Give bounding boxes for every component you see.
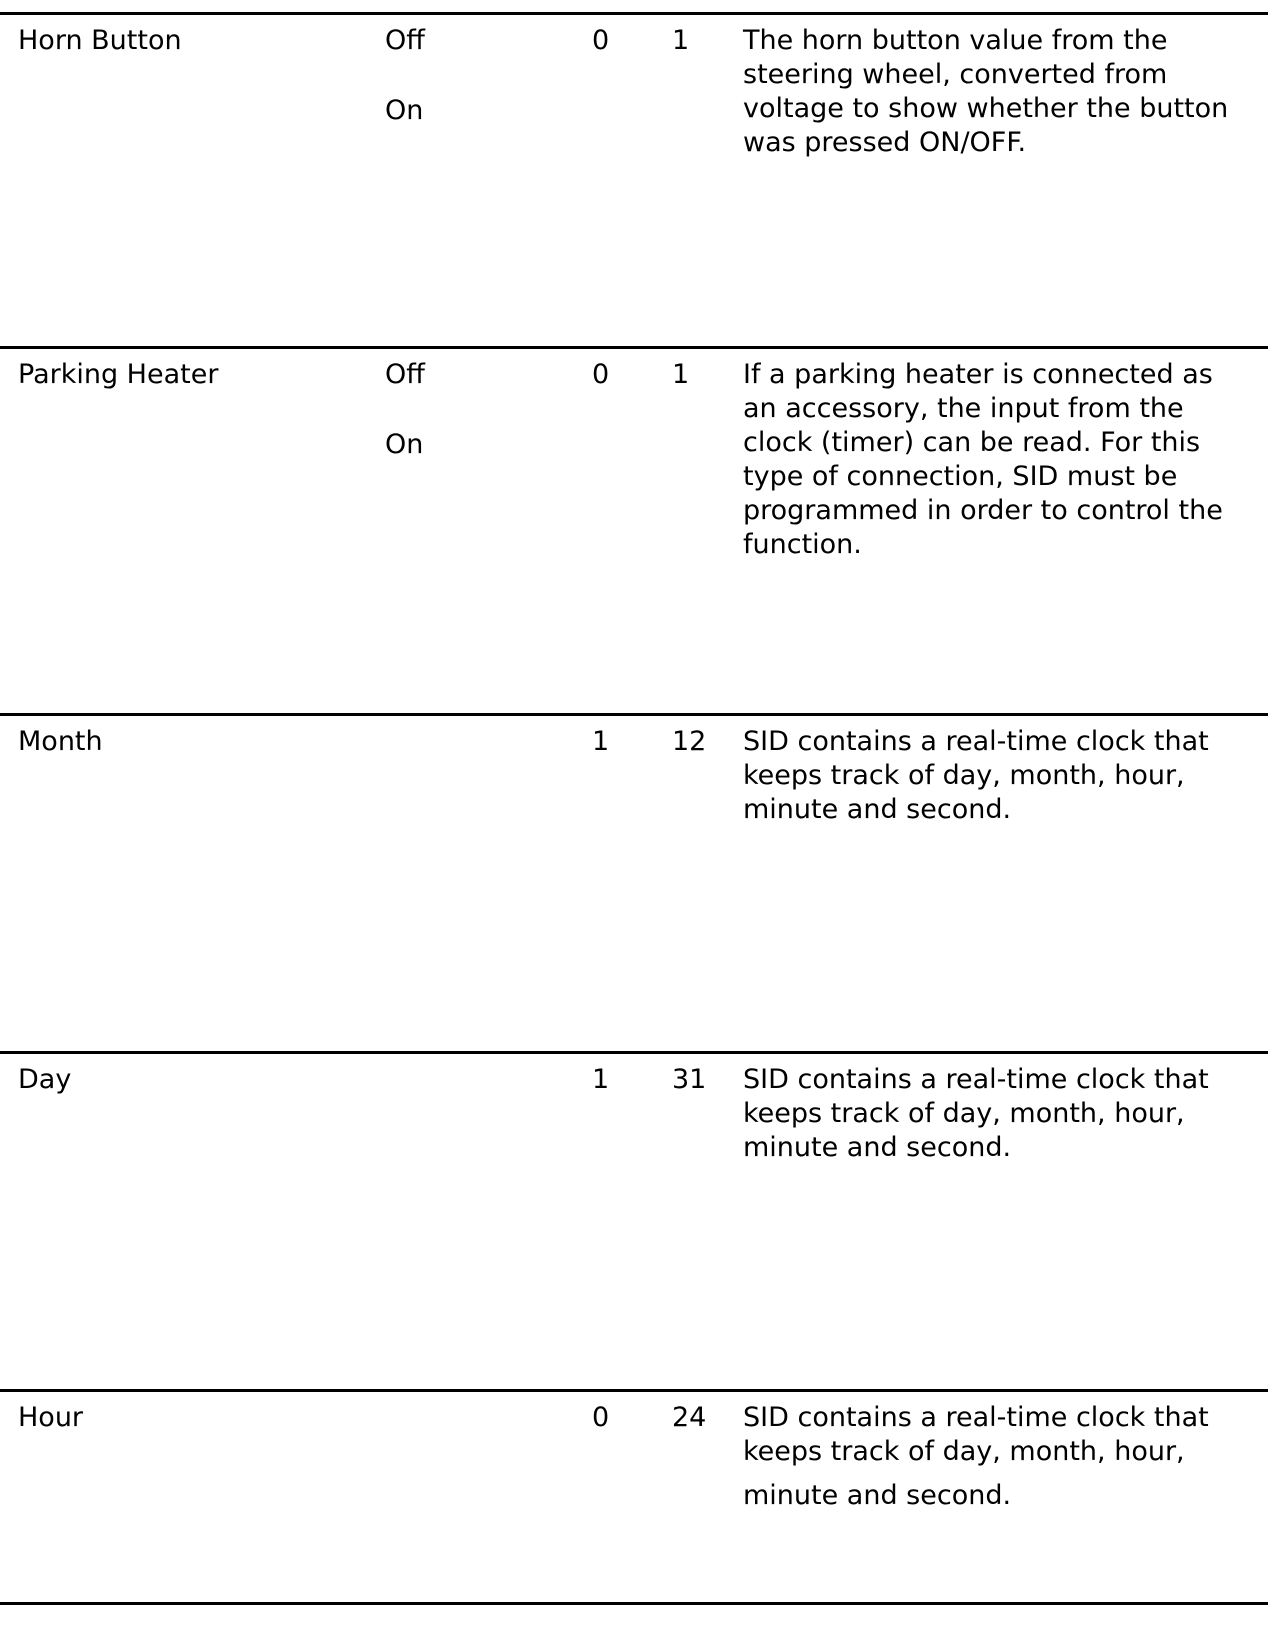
- signal-name: Day: [18, 1064, 72, 1095]
- state-list: [385, 358, 425, 498]
- max-value: 24: [672, 1402, 707, 1433]
- description: [743, 24, 1253, 160]
- state-list: [385, 24, 425, 164]
- row-divider: [0, 1051, 1268, 1054]
- description-line: minute and second.: [743, 1132, 1012, 1163]
- description-line: If a parking heater is connected as: [743, 359, 1213, 390]
- state-label: Off: [385, 25, 425, 56]
- description: [743, 1063, 1253, 1165]
- description-line: The horn button value from the: [743, 25, 1168, 56]
- description-line: keeps track of day, month, hour,: [743, 1436, 1185, 1467]
- description-line: was pressed ON/OFF.: [743, 127, 1027, 158]
- description-line: minute and second.: [743, 794, 1012, 825]
- description: [743, 358, 1253, 562]
- row-divider: [0, 1602, 1268, 1605]
- description-line: type of connection, SID must be: [743, 461, 1178, 492]
- description: [743, 1401, 1253, 1513]
- state-label: On: [385, 429, 424, 460]
- signal-name: Month: [18, 726, 103, 757]
- description-line: steering wheel, converted from: [743, 59, 1168, 90]
- signal-name: Horn Button: [18, 25, 182, 56]
- description-line: SID contains a real-time clock that: [743, 1402, 1209, 1433]
- min-value: 1: [592, 1064, 610, 1095]
- signal-name: Parking Heater: [18, 359, 219, 390]
- description: [743, 725, 1253, 827]
- description-line: programmed in order to control the: [743, 495, 1223, 526]
- min-value: 0: [592, 1402, 610, 1433]
- signal-name: Hour: [18, 1402, 84, 1433]
- description-line: SID contains a real-time clock that: [743, 1064, 1209, 1095]
- max-value: 1: [672, 25, 690, 56]
- min-value: 1: [592, 726, 610, 757]
- description-line: SID contains a real-time clock that: [743, 726, 1209, 757]
- row-divider: [0, 12, 1268, 15]
- description-line: keeps track of day, month, hour,: [743, 760, 1185, 791]
- max-value: 12: [672, 726, 707, 757]
- max-value: 31: [672, 1064, 707, 1095]
- state-label: Off: [385, 359, 425, 390]
- description-line: keeps track of day, month, hour,: [743, 1098, 1185, 1129]
- description-line: an accessory, the input from the: [743, 393, 1184, 424]
- max-value: 1: [672, 359, 690, 390]
- min-value: 0: [592, 359, 610, 390]
- description-line: clock (timer) can be read. For this: [743, 427, 1201, 458]
- row-divider: [0, 1389, 1268, 1392]
- row-divider: [0, 713, 1268, 716]
- description-line: minute and second.: [743, 1480, 1012, 1511]
- row-divider: [0, 346, 1268, 349]
- description-line: function.: [743, 529, 862, 560]
- state-label: On: [385, 95, 424, 126]
- min-value: 0: [592, 25, 610, 56]
- description-line: voltage to show whether the button: [743, 93, 1229, 124]
